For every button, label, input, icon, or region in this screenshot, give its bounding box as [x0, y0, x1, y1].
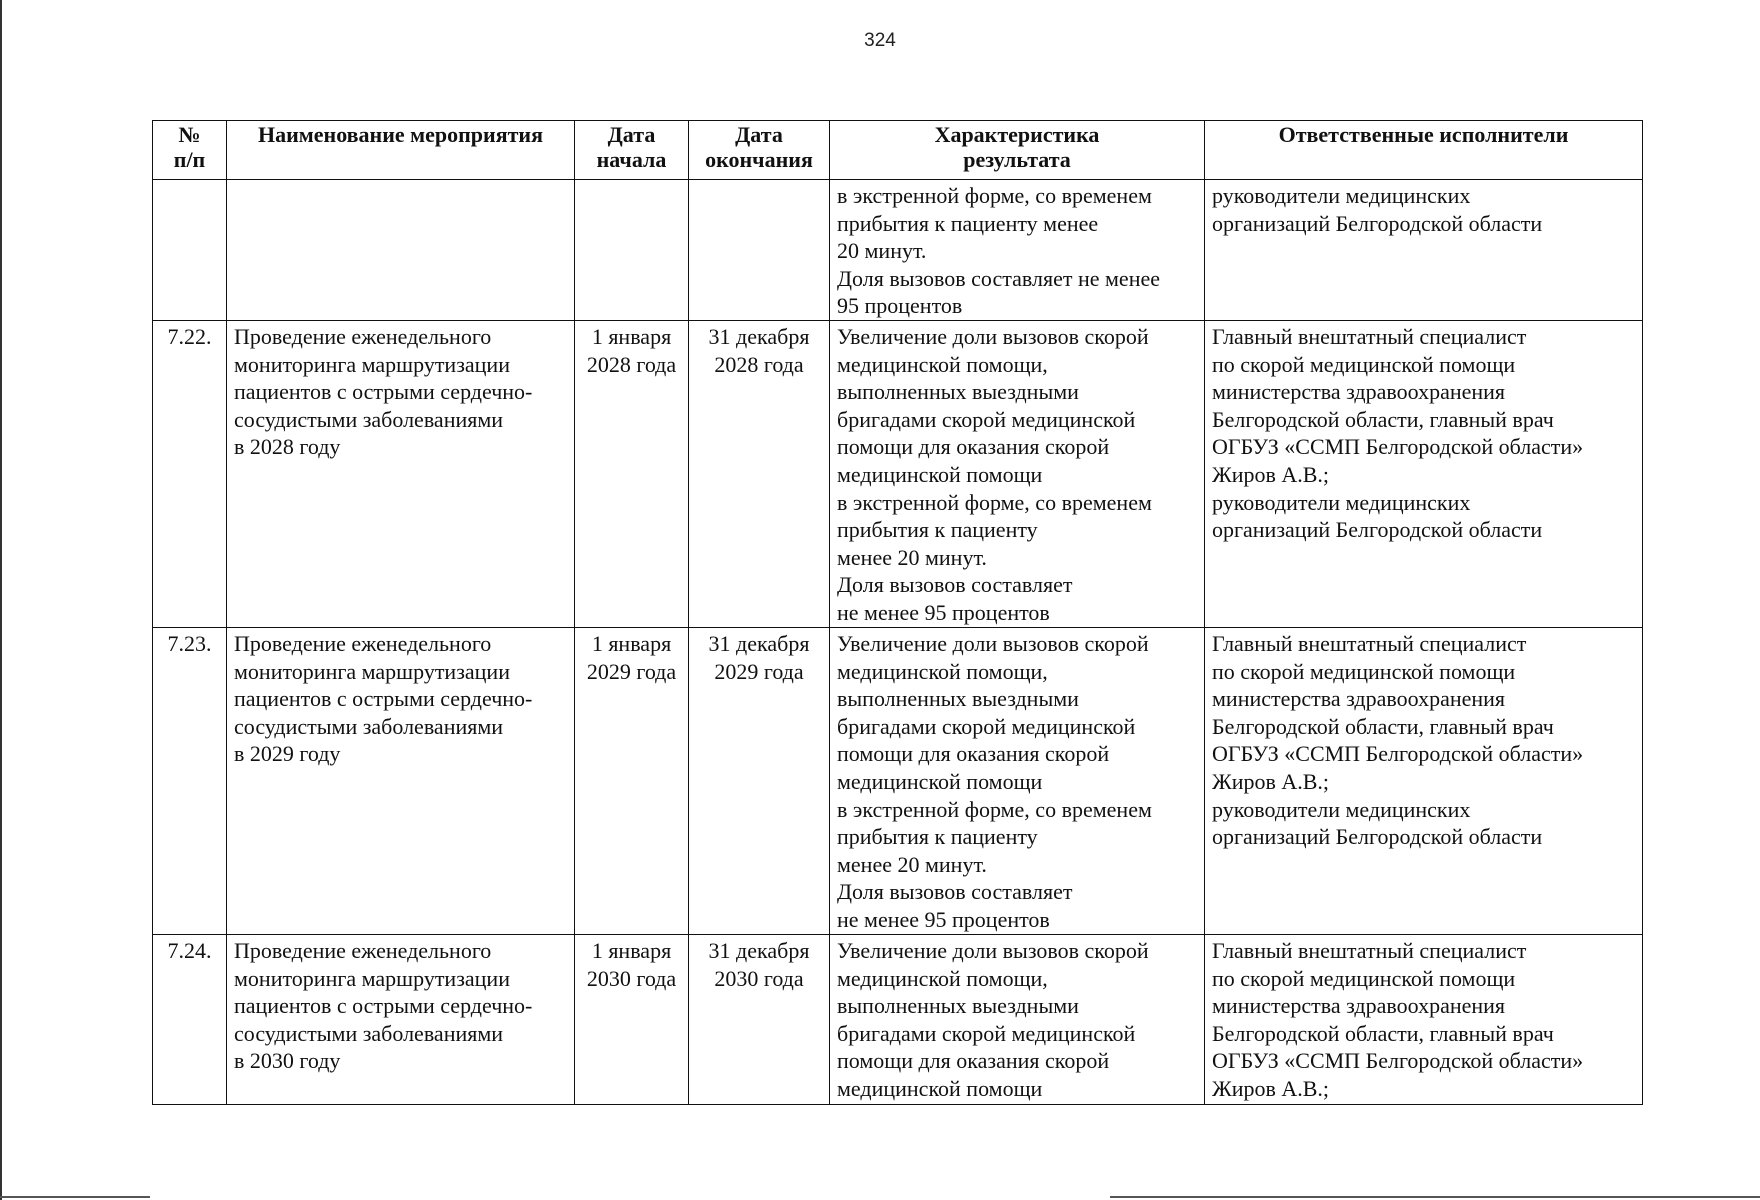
header-activity-name: Наименование мероприятия	[227, 121, 575, 180]
row-result: в экстренной форме, со временем прибытия к пациенту менее 20 минут. Доля вызовов составляет не менее 95 процентов	[830, 180, 1205, 321]
activities-table	[152, 120, 1643, 1105]
row-activity-name: Проведение еженедельного мониторинга маршрутизации пациентов с острыми сердечно- сосудистыми заболеваниями в 2029 году	[227, 627, 575, 934]
table-row	[153, 320, 1643, 627]
row-end-date: 31 декабря 2028 года	[689, 320, 830, 627]
row-responsible: Главный внештатный специалист по скорой медицинской помощи министерства здравоохранения Белгородской области, главный врач ОГБУЗ «ССМП Белгородской области» Жиров А.В.;	[1205, 934, 1643, 1104]
row-end-date: 31 декабря 2029 года	[689, 627, 830, 934]
row-result: Увеличение доли вызовов скорой медицинской помощи, выполненных выездными бригадами скорой медицинской помощи для оказания скорой медицинской помощи	[830, 934, 1205, 1104]
row-activity-name	[227, 180, 575, 321]
row-num: 7.22.	[153, 320, 227, 627]
scan-artifact-line	[0, 1196, 150, 1198]
row-start-date: 1 января 2029 года	[575, 627, 689, 934]
row-responsible: Главный внештатный специалист по скорой медицинской помощи министерства здравоохранения Белгородской области, главный врач ОГБУЗ «ССМП Белгородской области» Жиров А.В.; руководители медицинских организаций Белгородской области	[1205, 627, 1643, 934]
row-result: Увеличение доли вызовов скорой медицинской помощи, выполненных выездными бригадами скорой медицинской помощи для оказания скорой медицинской помощи в экстренной форме, со временем прибытия к пациенту менее 20 минут. Доля вызовов составляет не менее 95 процентов	[830, 627, 1205, 934]
row-end-date	[689, 180, 830, 321]
row-result: Увеличение доли вызовов скорой медицинской помощи, выполненных выездными бригадами скорой медицинской помощи для оказания скорой медицинской помощи в экстренной форме, со временем прибытия к пациенту менее 20 минут. Доля вызовов составляет не менее 95 процентов	[830, 320, 1205, 627]
row-num: 7.24.	[153, 934, 227, 1104]
table-row	[153, 180, 1643, 321]
row-num: 7.23.	[153, 627, 227, 934]
header-result: Характеристика результата	[830, 121, 1205, 180]
scan-artifact-line	[1110, 1196, 1760, 1198]
row-activity-name: Проведение еженедельного мониторинга маршрутизации пациентов с острыми сердечно- сосудистыми заболеваниями в 2028 году	[227, 320, 575, 627]
row-num	[153, 180, 227, 321]
header-start-date: Дата начала	[575, 121, 689, 180]
row-start-date: 1 января 2028 года	[575, 320, 689, 627]
scan-left-edge	[0, 0, 2, 1200]
page-number: 324	[864, 30, 896, 51]
row-responsible: Главный внештатный специалист по скорой медицинской помощи министерства здравоохранения Белгородской области, главный врач ОГБУЗ «ССМП Белгородской области» Жиров А.В.; руководители медицинских организаций Белгородской области	[1205, 320, 1643, 627]
header-responsible: Ответственные исполнители	[1205, 121, 1643, 180]
row-responsible: руководители медицинских организаций Белгородской области	[1205, 180, 1643, 321]
row-start-date: 1 января 2030 года	[575, 934, 689, 1104]
table-header-row	[153, 121, 1643, 180]
header-end-date: Дата окончания	[689, 121, 830, 180]
header-num: № п/п	[153, 121, 227, 180]
table-row	[153, 934, 1643, 1104]
table-row	[153, 627, 1643, 934]
row-activity-name: Проведение еженедельного мониторинга маршрутизации пациентов с острыми сердечно- сосудистыми заболеваниями в 2030 году	[227, 934, 575, 1104]
row-end-date: 31 декабря 2030 года	[689, 934, 830, 1104]
row-start-date	[575, 180, 689, 321]
